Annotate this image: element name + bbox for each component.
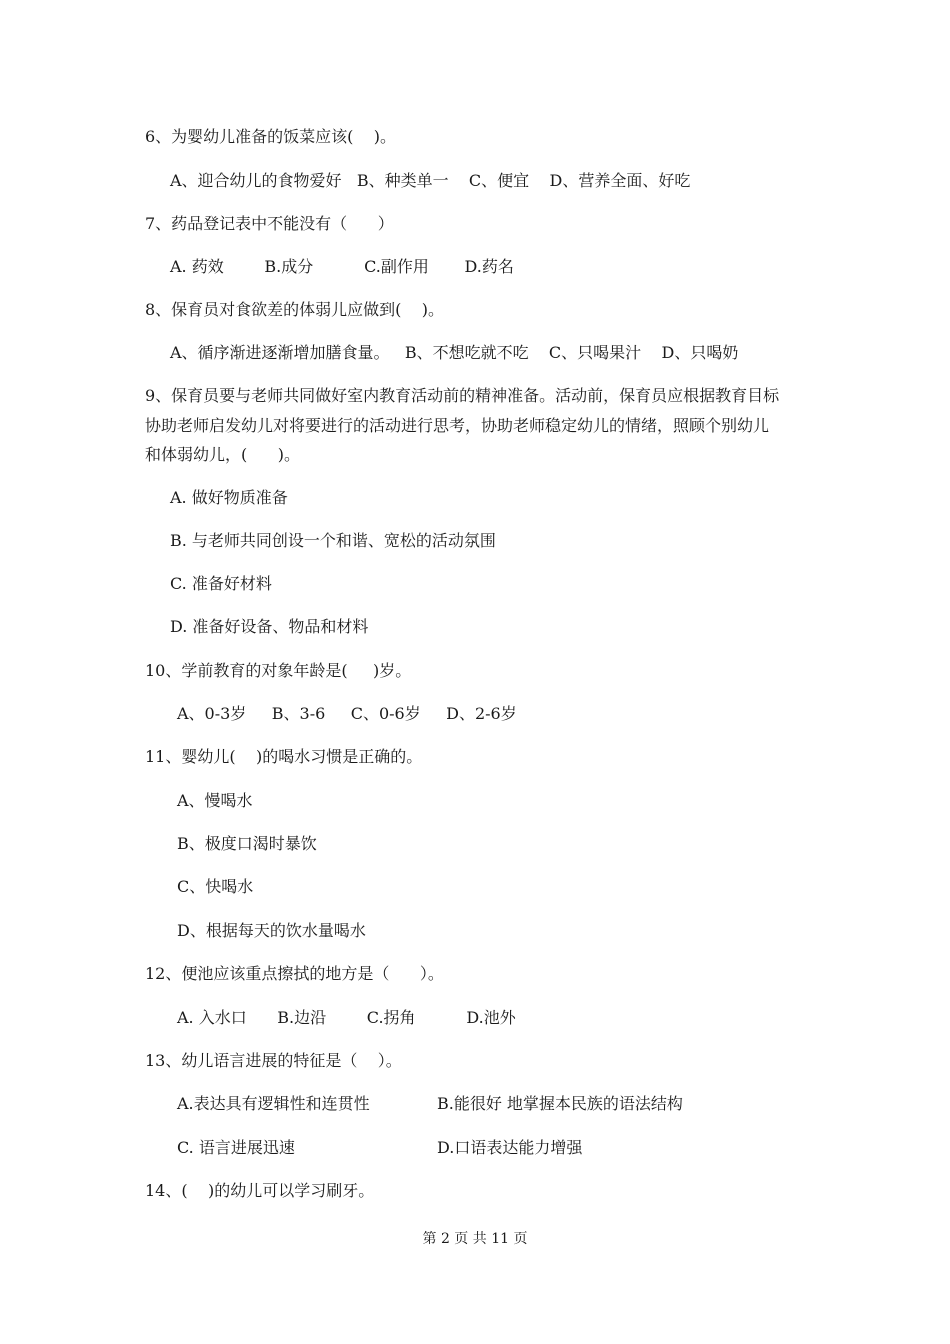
question-6-stem: 6、为婴幼儿准备的饭菜应该( )。: [145, 127, 397, 146]
question-9-stem-line-3: 和体弱幼儿，( )。: [145, 445, 301, 464]
question-13-option-b: B.能很好 地掌握本民族的语法结构: [437, 1094, 683, 1113]
question-6-options: A、迎合幼儿的食物爱好 B、种类单一 C、便宜 D、营养全面、好吃: [170, 171, 691, 190]
question-11-stem: 11、婴幼儿( )的喝水习惯是正确的。: [145, 747, 423, 766]
question-10-stem: 10、学前教育的对象年龄是( )岁。: [145, 661, 412, 680]
question-9-option-d: D. 准备好设备、物品和材料: [170, 617, 369, 636]
page-footer: 第 2 页 共 11 页: [422, 1231, 528, 1247]
question-8-stem: 8、保育员对食欲差的体弱儿应做到( )。: [145, 300, 445, 319]
question-11-option-c: C、快喝水: [177, 877, 254, 896]
question-11-option-b: B、极度口渴时暴饮: [177, 834, 317, 853]
question-9-option-a: A. 做好物质准备: [170, 488, 288, 507]
question-9-stem-line-2: 协助老师启发幼儿对将要进行的活动进行思考，协助老师稳定幼儿的情绪，照顾个别幼儿: [145, 416, 770, 435]
question-12-stem: 12、便池应该重点擦拭的地方是（ ）。: [145, 964, 444, 983]
question-13-option-c: C. 语言进展迅速: [177, 1138, 295, 1157]
question-7-options: A. 药效 B.成分 C.副作用 D.药名: [170, 257, 514, 276]
question-14-stem: 14、( )的幼儿可以学习刷牙。: [145, 1181, 375, 1200]
question-13-option-a: A.表达具有逻辑性和连贯性: [177, 1094, 370, 1113]
question-10-options: A、0-3岁 B、3-6 C、0-6岁 D、2-6岁: [177, 704, 517, 723]
question-12-options: A. 入水口 B.边沿 C.拐角 D.池外: [177, 1008, 516, 1027]
question-9-option-c: C. 准备好材料: [170, 574, 272, 593]
question-7-stem: 7、药品登记表中不能没有（ ）: [145, 214, 394, 233]
question-11-option-d: D、根据每天的饮水量喝水: [177, 921, 366, 940]
question-9-stem-line-1: 9、保育员要与老师共同做好室内教育活动前的精神准备。活动前，保育员应根据教育目标: [145, 386, 780, 405]
question-9-option-b: B. 与老师共同创设一个和谐、宽松的活动氛围: [170, 531, 496, 550]
question-13-stem: 13、幼儿语言进展的特征是（ ）。: [145, 1051, 402, 1070]
question-13-option-d: D.口语表达能力增强: [437, 1138, 583, 1157]
question-11-option-a: A、慢喝水: [177, 791, 253, 810]
question-8-options: A、循序渐进逐渐增加膳食量。 B、不想吃就不吃 C、只喝果汁 D、只喝奶: [170, 343, 739, 362]
